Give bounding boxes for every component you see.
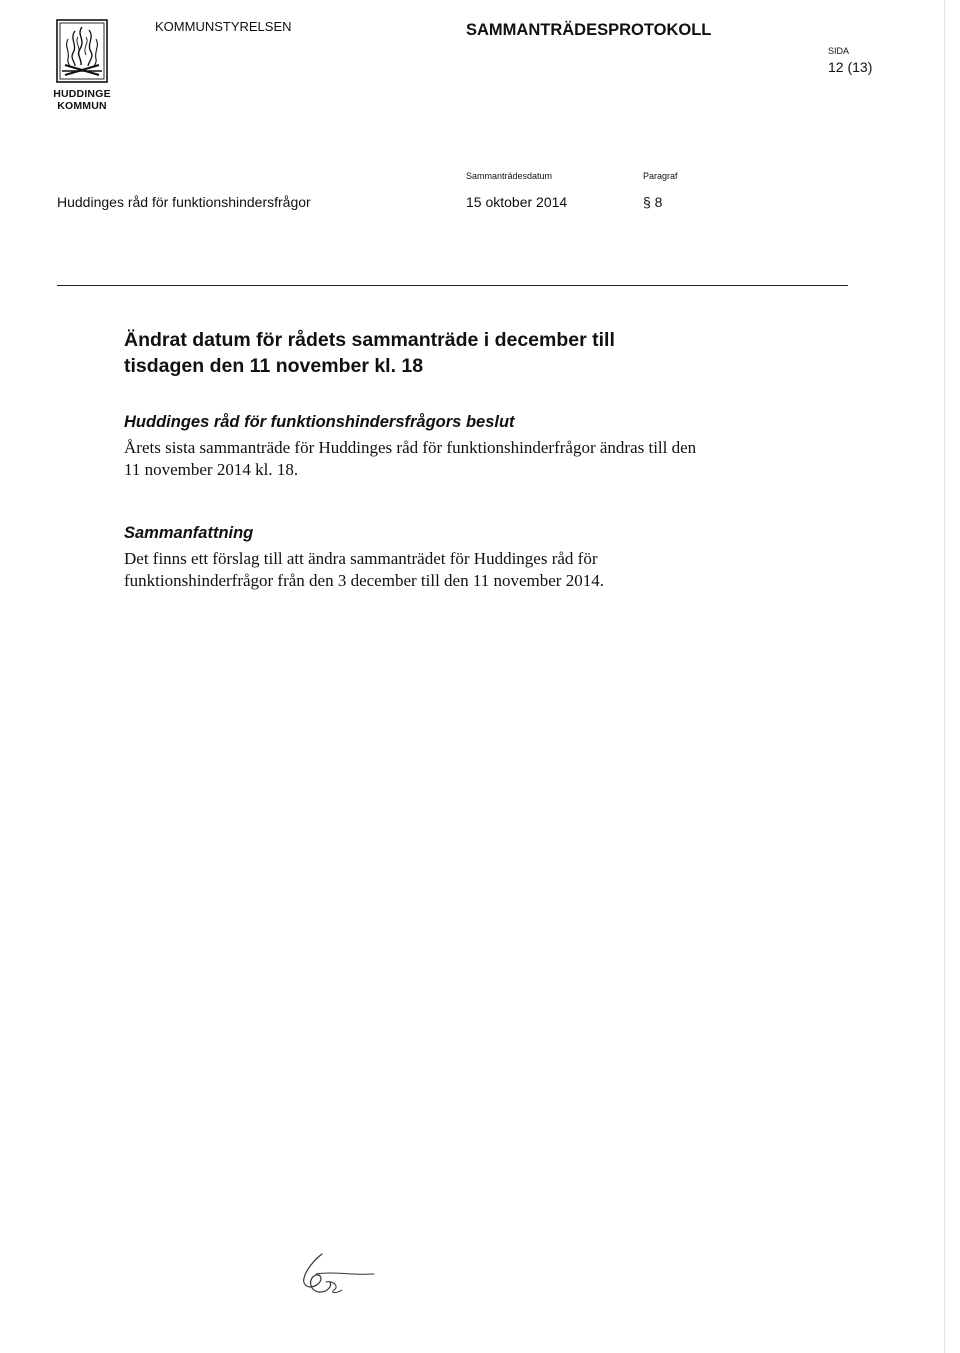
decision-text bbox=[124, 437, 696, 481]
logo-emblem-icon bbox=[56, 19, 108, 83]
decision-text-line-1: Årets sista sammanträde för Huddinges råd för funktionshinderfrågor ändras till den bbox=[124, 438, 697, 457]
meeting-date: 15 oktober 2014 bbox=[466, 194, 568, 210]
logo-text-kommun: KOMMUN bbox=[57, 100, 107, 112]
page-label: SIDA bbox=[828, 46, 850, 56]
logo-text-huddinge: HUDDINGE bbox=[53, 88, 111, 100]
decision-text-line-2: 11 november 2014 kl. 18. bbox=[124, 460, 299, 479]
meeting-date-label: Sammanträdesdatum bbox=[466, 171, 553, 181]
committee-name: Huddinges råd för funktionshindersfrågor bbox=[57, 194, 311, 210]
page-number: 12 (13) bbox=[828, 59, 873, 75]
summary-text-line-2: funktionshinderfrågor från den 3 december till den 11 november 2014. bbox=[124, 571, 604, 590]
organization-name: KOMMUNSTYRELSEN bbox=[155, 19, 292, 34]
item-title-line-1: Ändrat datum för rådets sammanträde i december till bbox=[124, 329, 615, 351]
decision-heading: Huddinges råd för funktionshindersfrågors beslut bbox=[124, 413, 515, 431]
document-type: SAMMANTRÄDESPROTOKOLL bbox=[466, 21, 712, 39]
paragraph-label: Paragraf bbox=[643, 171, 678, 181]
summary-text bbox=[124, 548, 604, 592]
summary-text-line-1: Det finns ett förslag till att ändra sammanträdet för Huddinges råd för bbox=[124, 549, 598, 568]
signature-icon bbox=[292, 1246, 376, 1302]
paragraph-number: § 8 bbox=[643, 194, 663, 210]
scan-edge bbox=[944, 0, 945, 1353]
header-divider bbox=[57, 285, 848, 286]
summary-heading: Sammanfattning bbox=[124, 524, 254, 542]
item-title bbox=[124, 327, 615, 379]
item-title-line-2: tisdagen den 11 november kl. 18 bbox=[124, 355, 424, 377]
